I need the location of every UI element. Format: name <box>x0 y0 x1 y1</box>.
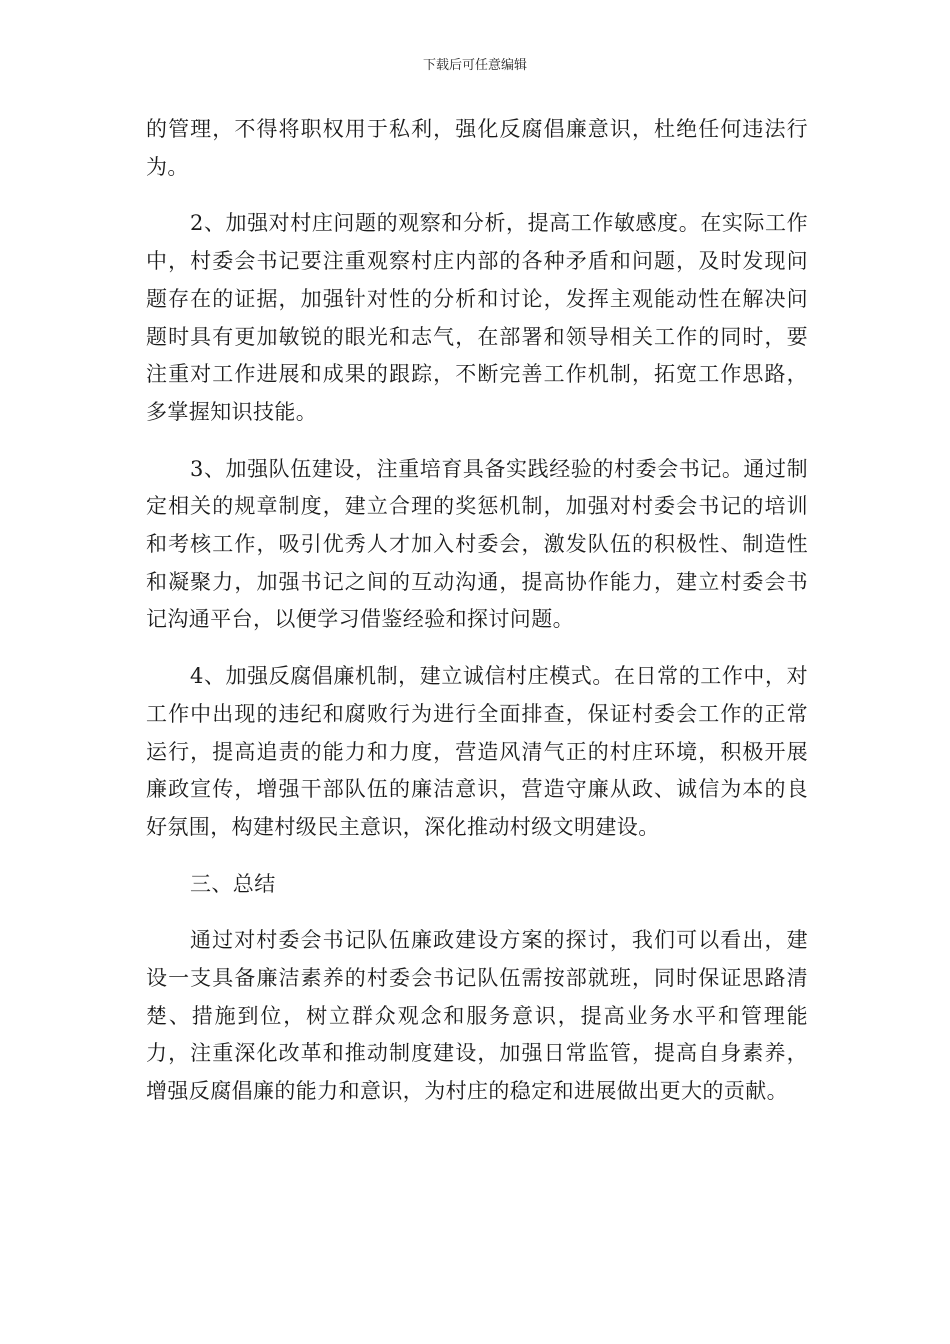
paragraph-item-3: 3、加强队伍建设，注重培育具备实践经验的村委会书记。通过制定相关的规章制度，建立合理的奖惩机制，加强对村委会书记的培训和考核工作，吸引优秀人才加入村委会，激发队伍的积极性、制造性和凝聚力，加强书记之间的互动沟通，提高协作能力，建立村委会书记沟通平台，以便学习借鉴经验和探讨问题。 <box>146 456 808 632</box>
paragraph-item-2: 2、加强对村庄问题的观察和分析，提高工作敏感度。在实际工作中，村委会书记要注重观察村庄内部的各种矛盾和问题，及时发现问题存在的证据，加强针对性的分析和讨论，发挥主观能动性在解决问题时具有更加敏锐的眼光和志气，在部署和领导相关工作的同时，要注重对工作进展和成果的跟踪，不断完善工作机制，拓宽工作思路，多掌握知识技能。 <box>146 211 808 424</box>
paragraph-continuation: 的管理，不得将职权用于私利，强化反腐倡廉意识，杜绝任何违法行为。 <box>146 117 808 179</box>
section-heading-summary: 三、总结 <box>190 871 276 896</box>
page-header: 下载后可任意编辑 <box>422 58 527 73</box>
document-body <box>146 111 808 1111</box>
paragraph-summary: 通过对村委会书记队伍廉政建设方案的探讨，我们可以看出，建设一支具备廉洁素养的村委会书记队伍需按部就班，同时保证思路清楚、措施到位，树立群众观念和服务意识，提高业务水平和管理能力，注重深化改革和推动制度建设，加强日常监管，提高自身素养，增强反腐倡廉的能力和意识，为村庄的稳定和进展做出更大的贡献。 <box>146 928 808 1104</box>
paragraph-item-4: 4、加强反腐倡廉机制，建立诚信村庄模式。在日常的工作中，对工作中出现的违纪和腐败行为进行全面排查，保证村委会工作的正常运行，提高追责的能力和力度，营造风清气正的村庄环境，积极开展廉政宣传，增强干部队伍的廉洁意识，营造守廉从政、诚信为本的良好氛围，构建村级民主意识，深化推动村级文明建设。 <box>146 664 808 839</box>
